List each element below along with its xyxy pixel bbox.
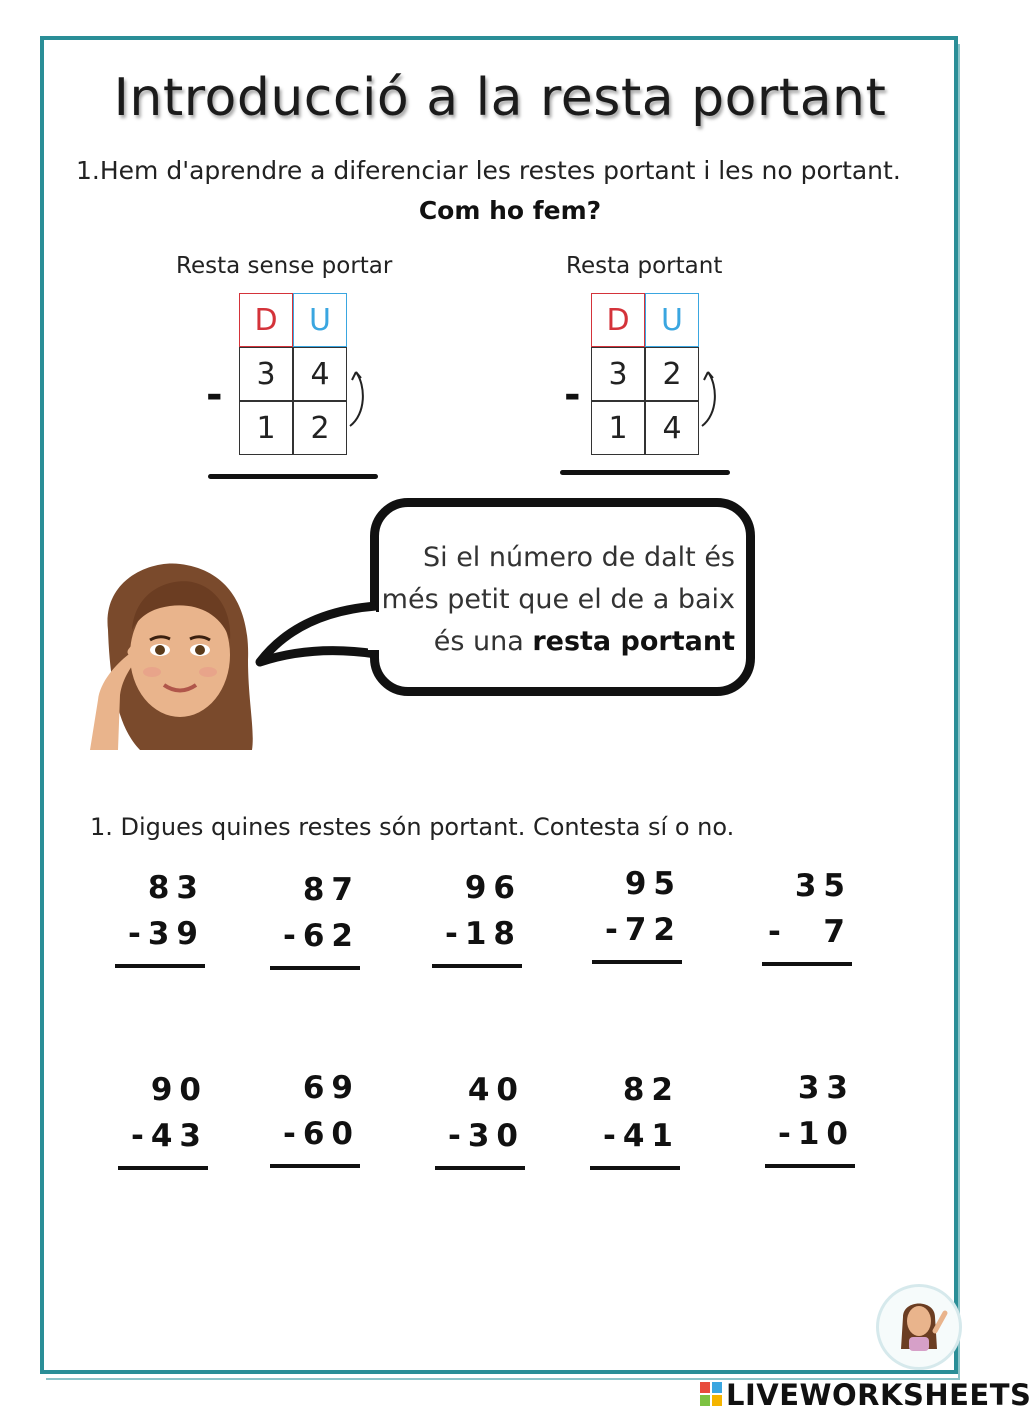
top-tens-digit: 3 [239,347,293,401]
problem-minuend: 40 [467,1072,525,1108]
page-title: Introducció a la resta portant [113,68,887,128]
teacher-avatar [80,560,260,750]
problem-subtrahend: -39 [127,916,205,952]
example-carry-grid [591,293,699,455]
problem-subtrahend: -72 [604,912,682,948]
problem-subtrahend: -10 [777,1116,855,1152]
bottom-tens-digit: 1 [591,401,645,455]
subtraction-problem [762,868,852,958]
top-units-digit: 4 [293,347,347,401]
speech-line-2: més petit que el de a baix [381,584,735,615]
subtraction-problem [270,1070,360,1160]
speech-line-3-bold: resta portant [532,626,735,657]
top-units-digit: 2 [645,347,699,401]
problem-line [118,1166,208,1170]
brand-wordmark: LIVEWORKSHEETS [726,1378,1031,1412]
problem-minuend: 87 [302,872,360,908]
bottom-tens-digit: 1 [239,401,293,455]
units-header: U [645,293,699,347]
problem-subtrahend: -60 [282,1116,360,1152]
tens-header: D [591,293,645,347]
problem-line [435,1166,525,1170]
units-header: U [293,293,347,347]
problem-line [590,1166,680,1170]
top-tens-digit: 3 [591,347,645,401]
liveworksheets-logo-icon [700,1382,722,1406]
problem-minuend: 82 [622,1072,680,1108]
bottom-units-digit: 2 [293,401,347,455]
problem-line [592,960,682,964]
problem-line [762,962,852,966]
problem-subtrahend: -62 [282,918,360,954]
example-no-carry-grid [239,293,347,455]
problem-minuend: 90 [150,1072,208,1108]
bottom-units-digit: 4 [645,401,699,455]
author-avatar-icon [879,1287,959,1367]
problem-line [765,1164,855,1168]
subtraction-problem [270,872,360,962]
result-line [208,474,378,479]
example-no-carry-label: Resta sense portar [176,253,393,279]
problem-minuend: 35 [794,868,852,904]
speech-line-3 [380,621,735,663]
problem-minuend: 96 [464,870,522,906]
subtraction-problem [590,1072,680,1162]
minus-sign: - [206,372,223,418]
speech-bubble-text [380,537,735,663]
problem-subtrahend: -43 [130,1118,208,1154]
example-carry-label: Resta portant [566,253,723,279]
author-seal [876,1284,962,1370]
subtraction-problem [115,870,205,960]
compare-arrow-icon [344,366,368,432]
section1-instruction: 1.Hem d'aprendre a diferenciar les restes portant i les no portant. [76,156,901,185]
problem-minuend: 95 [624,866,682,902]
subtraction-problem [765,1070,855,1160]
section2-instruction: 1. Digues quines restes són portant. Contesta sí o no. [90,813,735,841]
result-line [560,470,730,475]
minus-sign: - [564,372,581,418]
problem-subtrahend: - 7 [767,914,852,950]
tens-header: D [239,293,293,347]
problem-minuend: 69 [302,1070,360,1106]
subtraction-problem [118,1072,208,1162]
problem-line [115,964,205,968]
subtraction-problem [592,866,682,956]
problem-subtrahend: -41 [602,1118,680,1154]
speech-line-1: Si el número de dalt és [422,542,735,573]
problem-line [270,1164,360,1168]
speech-bubble-tail [256,598,382,668]
subtraction-problem [435,1072,525,1162]
problem-minuend: 83 [147,870,205,906]
compare-arrow-icon [696,366,720,432]
problem-subtrahend: -30 [447,1118,525,1154]
section1-question: Com ho fem? [418,196,602,225]
problem-line [432,964,522,968]
subtraction-problem [432,870,522,960]
problem-line [270,966,360,970]
speech-line-3-prefix: és una [433,626,533,657]
problem-subtrahend: -18 [444,916,522,952]
problem-minuend: 33 [797,1070,855,1106]
